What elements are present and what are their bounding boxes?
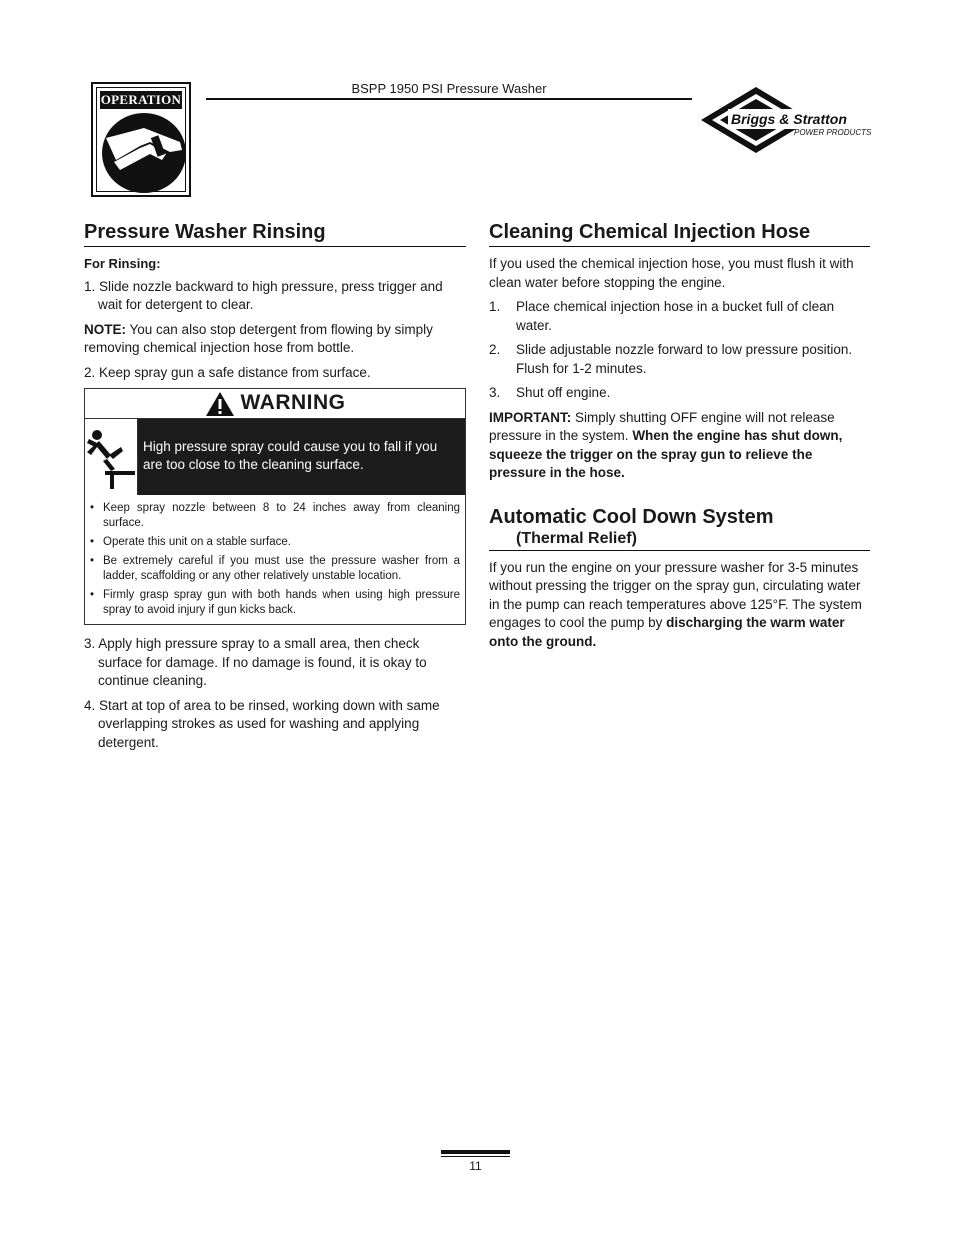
step-number: 3. [489,385,501,400]
important-paragraph [489,409,870,483]
operation-logo [91,82,191,197]
header-divider [206,98,692,100]
note-label: NOTE: [84,321,126,337]
cool-down-title: Automatic Cool Down System [489,505,774,528]
brand-logo-sub: POWER PRODUCTS [794,128,872,137]
cool-down-text: If you run the engine on your pressure washer for 3-5 minutes without pressing the trigger on the spray gun, circulating water in the pump can reach temperatures above 125°F. The system engages to cool the pump by [489,559,862,630]
note-text: You can also stop detergent from flowing by simply removing chemical injection hose from bottle. [84,321,433,355]
cool-down-subtitle: (Thermal Relief) [516,529,637,547]
rinse-step-4: 4. Start at top of area to be rinsed, working down with same overlapping strokes as used for washing and applying detergent. [84,697,440,750]
briggs-stratton-logo [698,85,878,155]
list-item [489,298,870,335]
rinse-step-1: 1. Slide nozzle backward to high pressure, press trigger and wait for detergent to clear. [84,278,443,312]
left-column [84,220,466,758]
important-text: Simply shutting OFF engine will not release pressure in the system. [489,409,835,443]
warning-bullet: • Keep spray nozzle between 8 to 24 inches away from cleaning surface. [89,501,460,531]
warning-bullet: • Be extremely careful if you must use the pressure washer from a ladder, scaffolding or any other relatively unstable location. [89,554,460,584]
step-text: Slide adjustable nozzle forward to low pressure position. Flush for 1-2 minutes. [516,342,853,376]
warning-triangle-icon [205,391,235,417]
warning-bullet-list [85,495,465,624]
cool-down-bold-text: discharging the warm water onto the ground. [489,615,845,649]
list-item [489,384,870,403]
footer-rule [441,1156,510,1157]
chemical-hose-steps [489,298,870,403]
falling-person-icon [85,419,138,495]
footer-bar [441,1150,510,1154]
rinse-step-3: 3. Apply high pressure spray to a small area, then check surface for damage. If no damage is found, it is okay to continue cleaning. [84,636,427,688]
step-number: 2. [489,342,501,357]
cool-down-paragraph [489,559,870,652]
page-number: 11 [469,1159,482,1173]
section-heading-rinsing: Pressure Washer Rinsing [84,220,466,247]
warning-box [84,388,466,625]
list-item [489,341,870,378]
warning-title: WARNING [240,391,346,415]
important-bold-text: When the engine has shut down, squeeze the trigger on the spray gun to relieve the pressure in the hose. [489,428,843,480]
rinse-step-2: 2. Keep spray gun a safe distance from surface. [84,364,371,380]
note-paragraph [84,321,466,358]
right-column [489,220,870,657]
warning-message: High pressure spray could cause you to fall if you are too close to the cleaning surface. [143,439,438,472]
section-heading-cool-down [489,505,870,551]
warning-bullet: • Firmly grasp spray gun with both hands when using high pressure spray to avoid injury if gun kicks back. [89,588,460,618]
chemical-hose-intro: If you used the chemical injection hose, you must flush it with clean water before stopping the engine. [489,256,854,290]
step-text: Shut off engine. [516,385,611,400]
warning-bullet: • Operate this unit on a stable surface. [89,535,460,550]
section-heading-chemical-hose: Cleaning Chemical Injection Hose [489,220,870,247]
step-number: 1. [489,299,501,314]
important-label: IMPORTANT: [489,409,572,425]
warning-hazard-row [85,419,465,495]
step-text: Place chemical injection hose in a bucket full of clean water. [516,299,835,333]
document-title: BSPP 1950 PSI Pressure Washer [351,81,547,96]
warning-header [85,389,465,419]
operation-logo-text: OPERATION [100,92,182,107]
hand-on-lever-icon [100,112,188,194]
for-rinsing-label: For Rinsing: [84,256,161,271]
brand-logo-text: Briggs & Stratton [731,111,847,127]
